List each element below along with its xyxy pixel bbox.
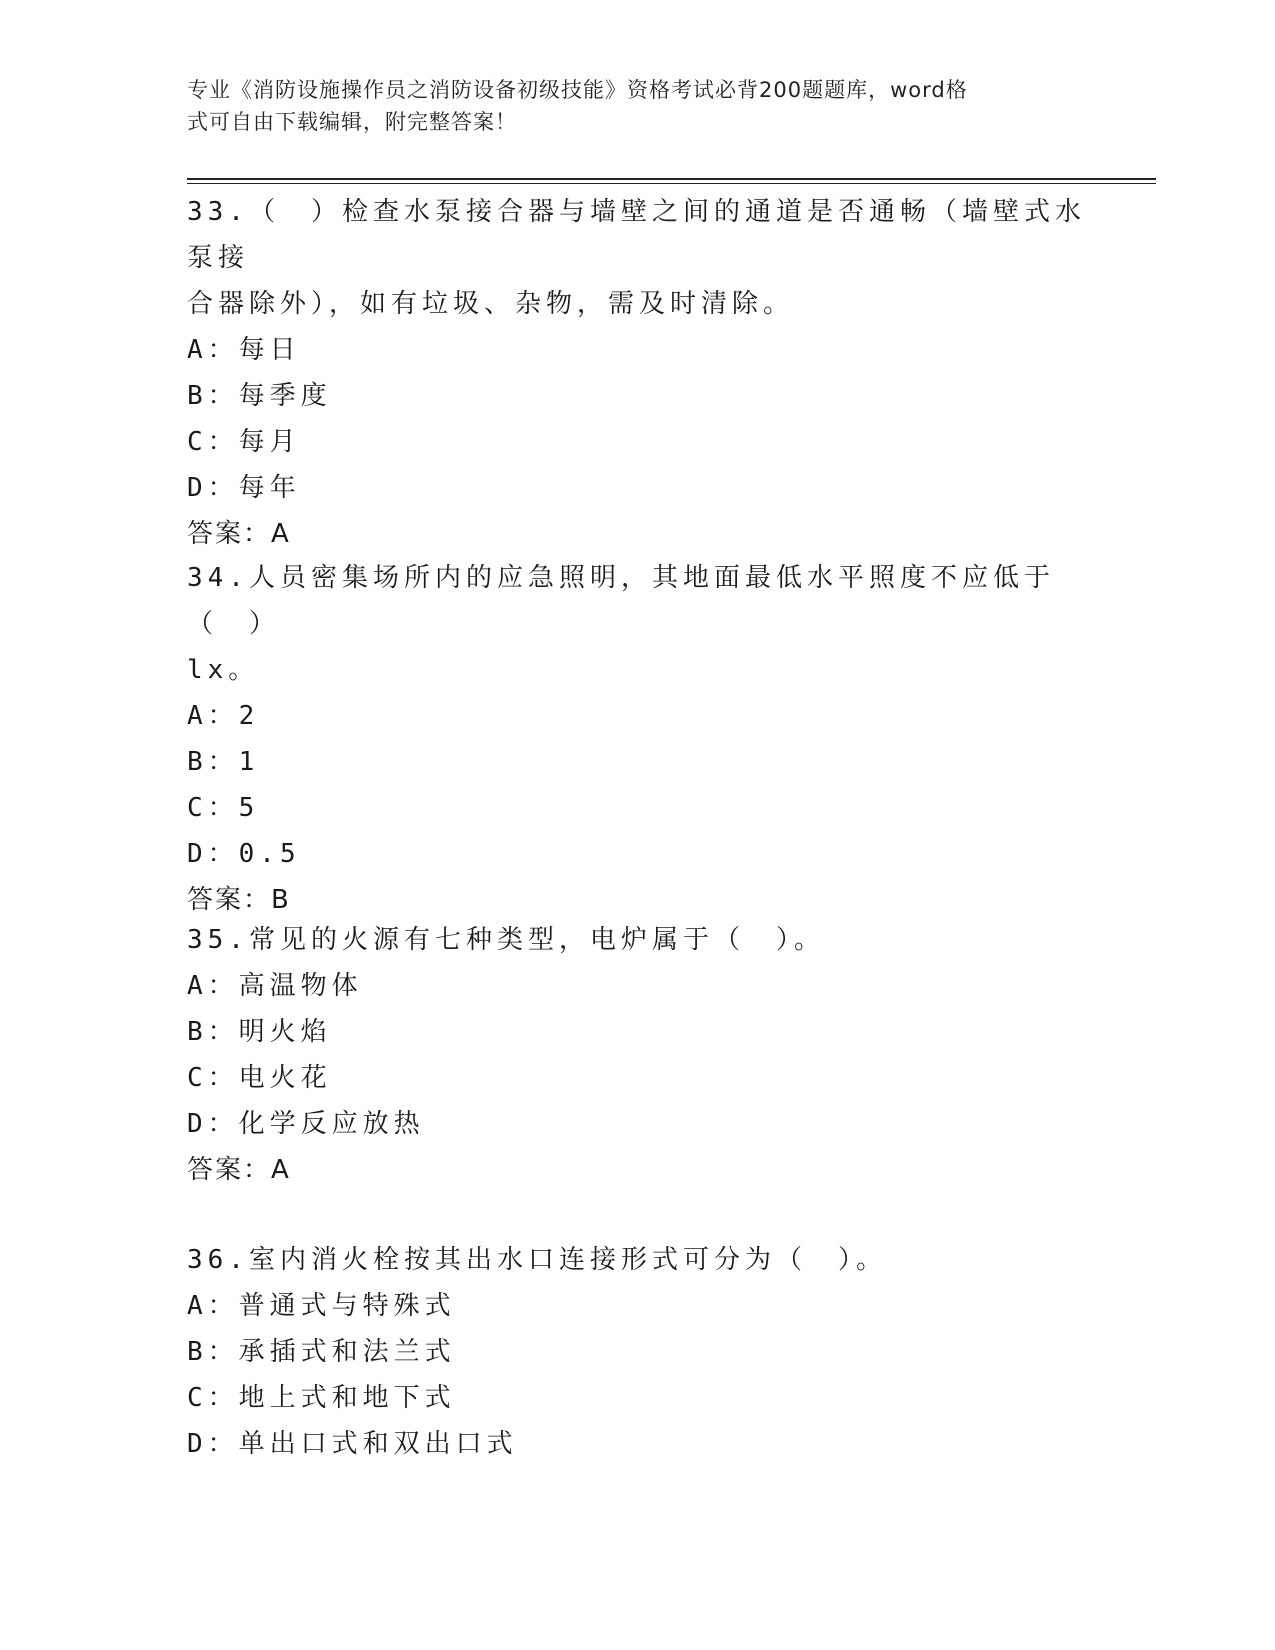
question-35 — [187, 917, 1087, 1193]
option-a: A：普通式与特殊式 — [187, 1291, 456, 1321]
option-d: D：每年 — [187, 473, 301, 503]
header-line-1: 专业《消防设施操作员之消防设备初级技能》资格考试必背200题题库，word格 — [187, 78, 968, 102]
option-b: B：每季度 — [187, 381, 332, 411]
option-c: C：电火花 — [187, 1063, 332, 1093]
question-34 — [187, 555, 1087, 923]
question-stem-line: 35.常见的火源有七种类型，电炉属于（ ）。 — [187, 925, 825, 955]
question-36 — [187, 1237, 1087, 1467]
document-header — [187, 74, 1077, 138]
question-stem-line: 34.人员密集场所内的应急照明，其地面最低水平照度不应低于（ ） — [187, 563, 1055, 639]
option-c: C：每月 — [187, 427, 301, 457]
question-stem-line: 36.室内消火栓按其出水口连接形式可分为（ ）。 — [187, 1245, 887, 1275]
question-stem-line: 合器除外），如有垃圾、杂物，需及时清除。 — [187, 289, 795, 319]
question-stem-line: 33.（ ）检查水泵接合器与墙壁之间的通道是否通畅（墙壁式水泵接 — [187, 197, 1086, 273]
option-b: B：1 — [187, 747, 260, 777]
header-line-2: 式可自由下载编辑，附完整答案！ — [187, 110, 517, 134]
answer: 答案：A — [187, 1155, 291, 1185]
option-b: B：明火焰 — [187, 1017, 332, 1047]
answer: 答案：A — [187, 519, 291, 549]
option-c: C：地上式和地下式 — [187, 1383, 456, 1413]
option-c: C：5 — [187, 793, 260, 823]
option-d: D：单出口式和双出口式 — [187, 1429, 518, 1459]
option-a: A：高温物体 — [187, 971, 363, 1001]
option-d: D：化学反应放热 — [187, 1109, 425, 1139]
header-divider-thick — [187, 178, 1156, 180]
option-a: A：每日 — [187, 335, 301, 365]
answer: 答案：B — [187, 885, 291, 915]
option-d: D：0.5 — [187, 839, 301, 869]
question-stem-line: lx。 — [187, 655, 260, 685]
option-b: B：承插式和法兰式 — [187, 1337, 456, 1367]
header-divider-thin — [187, 183, 1156, 184]
question-33 — [187, 189, 1087, 557]
option-a: A：2 — [187, 701, 260, 731]
